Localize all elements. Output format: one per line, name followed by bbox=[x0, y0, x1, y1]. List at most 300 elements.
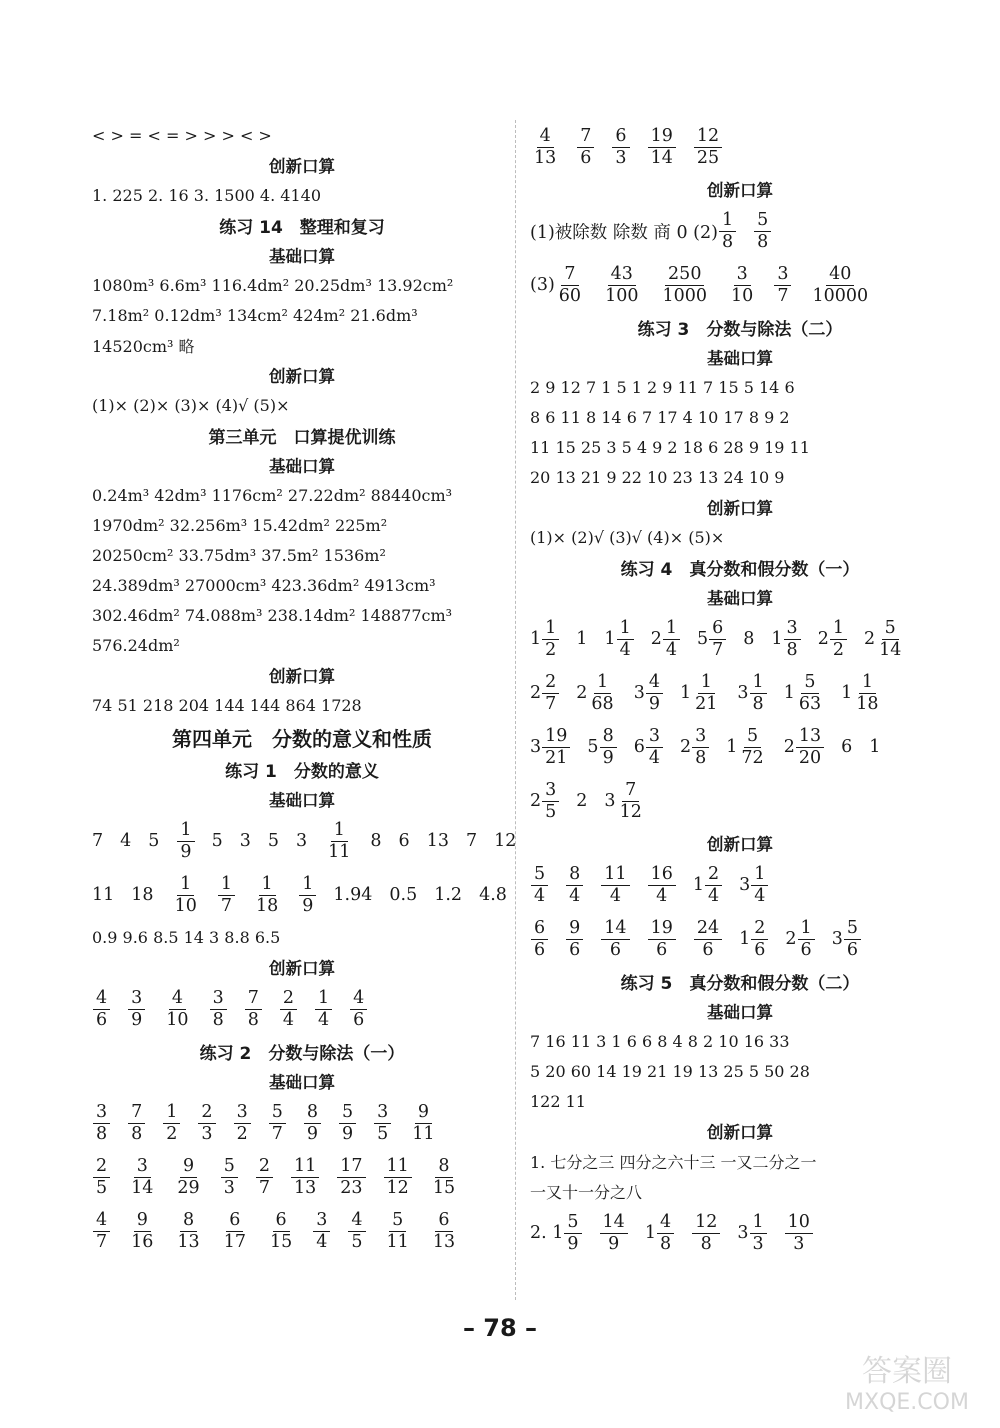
fraction bbox=[210, 989, 227, 1030]
denominator: 11 bbox=[328, 841, 351, 862]
numerator: 24 bbox=[694, 919, 722, 940]
fraction-answer bbox=[576, 673, 616, 714]
whole-part: 11 bbox=[92, 885, 115, 905]
whole-part: (1)被除数 除数 商 0 (2) bbox=[530, 222, 718, 243]
fraction bbox=[601, 865, 629, 906]
answer-row bbox=[92, 868, 512, 922]
denominator: 14 bbox=[650, 147, 673, 168]
fraction-answer bbox=[737, 673, 766, 714]
numerator: 1 bbox=[617, 619, 634, 640]
numerator: 6 bbox=[435, 1211, 452, 1232]
numerator: 8 bbox=[304, 1103, 321, 1124]
fraction-answer bbox=[773, 265, 791, 306]
whole-part: 8 bbox=[370, 831, 382, 851]
whole-part: 18 bbox=[131, 885, 154, 905]
fraction bbox=[128, 1103, 145, 1144]
answer-row bbox=[92, 1204, 512, 1258]
fraction bbox=[728, 265, 756, 306]
numerator: 4 bbox=[646, 673, 663, 694]
fraction bbox=[774, 265, 791, 306]
fraction-answer bbox=[244, 989, 262, 1030]
fraction bbox=[692, 727, 709, 768]
whole-part: 1 bbox=[576, 629, 588, 649]
fraction bbox=[93, 1157, 110, 1198]
section-heading: 第三单元 口算提优训练 bbox=[208, 427, 396, 448]
number-answer bbox=[576, 791, 587, 811]
fraction bbox=[600, 727, 617, 768]
denominator: 9 bbox=[302, 895, 314, 916]
whole-part: 2 bbox=[650, 629, 662, 649]
denominator: 8 bbox=[212, 1009, 224, 1030]
number-answer bbox=[120, 831, 131, 851]
denominator: 8 bbox=[786, 639, 798, 660]
numerator: 9 bbox=[415, 1103, 432, 1124]
denominator: 6 bbox=[656, 939, 668, 960]
subsection-heading: 基础口算 bbox=[269, 791, 335, 810]
denominator: 8 bbox=[721, 231, 734, 252]
numerator: 1 bbox=[663, 619, 680, 640]
numerator: 6 bbox=[226, 1211, 243, 1232]
numerator: 1 bbox=[830, 619, 847, 640]
numerator: 19 bbox=[648, 919, 676, 940]
answer-line: 74 51 218 204 144 144 864 1728 bbox=[92, 695, 362, 715]
right-column bbox=[530, 120, 950, 1260]
answer-line: 7.18m² 0.12dm³ 134cm² 424m² 21.6dm³ bbox=[92, 305, 418, 325]
fraction-answer bbox=[197, 1103, 215, 1144]
fraction bbox=[177, 821, 194, 862]
denominator: 8 bbox=[96, 1123, 108, 1144]
fraction-answer bbox=[565, 919, 583, 960]
numerator: 1 bbox=[299, 875, 316, 896]
fraction-answer bbox=[634, 727, 663, 768]
fraction bbox=[750, 673, 767, 714]
fraction-answer bbox=[600, 865, 629, 906]
fraction-answer bbox=[347, 1211, 365, 1252]
answer-row bbox=[92, 814, 517, 868]
answer-line: 7 16 11 3 1 6 6 8 4 8 2 10 16 33 bbox=[530, 1031, 790, 1051]
number-answer bbox=[869, 737, 880, 757]
fraction bbox=[602, 265, 641, 306]
denominator: 2 bbox=[545, 639, 557, 660]
numerator: 5 bbox=[269, 1103, 286, 1124]
numerator: 2 bbox=[256, 1157, 273, 1178]
denominator: 3 bbox=[752, 1233, 764, 1254]
denominator: 6 bbox=[580, 147, 592, 168]
numerator: 7 bbox=[622, 781, 639, 802]
fraction bbox=[876, 619, 904, 660]
denominator: 9 bbox=[341, 1123, 354, 1144]
number-answer bbox=[841, 737, 852, 757]
numerator: 40 bbox=[826, 265, 854, 286]
denominator: 6 bbox=[534, 939, 546, 960]
fraction bbox=[128, 989, 145, 1030]
answer-line: 0.9 9.6 8.5 14 3 8.8 6.5 bbox=[92, 927, 281, 947]
fraction-answer bbox=[739, 919, 768, 960]
answer-row bbox=[530, 912, 950, 966]
denominator: 7 bbox=[777, 285, 789, 306]
answer-line: (1)× (2)√ (3)√ (4)× (5)× bbox=[530, 527, 725, 547]
numerator: 2 bbox=[93, 1157, 110, 1178]
whole-part: 1.94 bbox=[333, 885, 373, 905]
fraction-answer bbox=[864, 619, 904, 660]
fraction-answer bbox=[784, 1213, 813, 1254]
number-answer bbox=[427, 831, 449, 851]
denominator: 29 bbox=[177, 1177, 200, 1198]
left-column bbox=[92, 120, 517, 1258]
numerator: 9 bbox=[134, 1211, 151, 1232]
denominator: 10 bbox=[731, 285, 754, 306]
number-answer bbox=[389, 885, 417, 905]
fraction-answer bbox=[576, 127, 594, 168]
fraction bbox=[253, 875, 281, 916]
whole-part: 3 bbox=[831, 929, 843, 949]
whole-part: 7 bbox=[465, 831, 478, 851]
section-heading: 练习 14 整理和复习 bbox=[219, 217, 385, 238]
fraction bbox=[384, 1211, 412, 1252]
number-answer bbox=[240, 831, 251, 851]
fraction-answer bbox=[383, 1157, 412, 1198]
fraction-answer bbox=[647, 865, 676, 906]
fraction bbox=[798, 919, 815, 960]
fraction-answer bbox=[298, 875, 316, 916]
numerator: 3 bbox=[128, 989, 145, 1010]
fraction-answer bbox=[726, 727, 766, 768]
numerator: 3 bbox=[234, 1103, 251, 1124]
fraction-answer bbox=[312, 1211, 330, 1252]
numerator: 8 bbox=[435, 1157, 452, 1178]
fraction bbox=[93, 1103, 110, 1144]
numerator: 11 bbox=[601, 865, 629, 886]
fraction-answer bbox=[599, 1213, 628, 1254]
numerator: 1 bbox=[177, 821, 194, 842]
numerator: 11 bbox=[384, 1157, 412, 1178]
subsection-heading: 基础口算 bbox=[707, 349, 773, 368]
fraction bbox=[617, 619, 634, 660]
answer-row bbox=[92, 982, 512, 1036]
fraction bbox=[566, 865, 583, 906]
fraction bbox=[796, 727, 824, 768]
fraction bbox=[313, 1211, 330, 1252]
numerator: 1 bbox=[331, 821, 348, 842]
answer-row bbox=[530, 858, 950, 912]
numerator: 3 bbox=[210, 989, 227, 1010]
denominator: 68 bbox=[591, 693, 614, 714]
fraction bbox=[646, 673, 663, 714]
denominator: 18 bbox=[255, 895, 279, 916]
fraction-answer bbox=[645, 1213, 674, 1254]
page-number: – 78 – bbox=[462, 1314, 538, 1342]
fraction-answer bbox=[220, 1211, 249, 1252]
denominator: 4 bbox=[707, 885, 720, 906]
fraction-answer bbox=[739, 865, 768, 906]
fraction-answer bbox=[634, 673, 663, 714]
numerator: 19 bbox=[542, 727, 570, 748]
fraction bbox=[719, 211, 736, 252]
denominator: 4 bbox=[619, 639, 631, 660]
numerator: 5 bbox=[754, 211, 771, 232]
number-answer bbox=[576, 629, 587, 649]
numerator: 8 bbox=[180, 1211, 197, 1232]
numerator: 9 bbox=[566, 919, 583, 940]
answer-row bbox=[530, 720, 950, 774]
fraction bbox=[128, 1157, 156, 1198]
fraction-answer bbox=[587, 727, 616, 768]
fraction bbox=[648, 919, 676, 960]
whole-part: 1 bbox=[841, 683, 853, 703]
fraction bbox=[245, 989, 262, 1030]
denominator: 17 bbox=[223, 1231, 246, 1252]
denominator: 9 bbox=[567, 1233, 579, 1254]
numerator: 11 bbox=[291, 1157, 319, 1178]
denominator: 15 bbox=[269, 1231, 293, 1252]
answer-row bbox=[530, 258, 950, 312]
answer-line: 24.389dm³ 27000cm³ 423.36dm² 4913cm³ bbox=[92, 575, 436, 595]
numerator: 7 bbox=[561, 265, 578, 286]
fraction bbox=[374, 1103, 391, 1144]
fraction-answer bbox=[784, 727, 824, 768]
numerator: 8 bbox=[566, 865, 583, 886]
denominator: 21 bbox=[695, 693, 718, 714]
fraction bbox=[163, 1103, 180, 1144]
numerator: 1 bbox=[218, 875, 235, 896]
fraction bbox=[531, 865, 548, 906]
fraction bbox=[234, 1103, 251, 1144]
section-heading: 练习 1 分数的意义 bbox=[225, 761, 379, 782]
fraction-answer bbox=[530, 727, 570, 768]
numerator: 5 bbox=[844, 919, 861, 940]
fraction bbox=[542, 619, 559, 660]
denominator: 5 bbox=[351, 1231, 363, 1252]
fraction-answer bbox=[266, 1211, 295, 1252]
fraction bbox=[577, 127, 594, 168]
subsection-heading: 基础口算 bbox=[269, 247, 335, 266]
number-answer bbox=[466, 831, 477, 851]
numerator: 1 bbox=[798, 919, 815, 940]
numerator: 1 bbox=[751, 865, 768, 886]
fraction bbox=[221, 1157, 238, 1198]
fraction bbox=[267, 1211, 295, 1252]
denominator: 8 bbox=[659, 1233, 672, 1254]
whole-part: 6 bbox=[633, 737, 645, 757]
numerator: 9 bbox=[180, 1157, 197, 1178]
denominator: 4 bbox=[317, 1009, 330, 1030]
whole-part: 8 bbox=[743, 629, 755, 649]
fraction bbox=[751, 919, 768, 960]
denominator: 8 bbox=[131, 1123, 143, 1144]
denominator: 4 bbox=[316, 1231, 328, 1252]
numerator: 5 bbox=[564, 1213, 581, 1234]
denominator: 8 bbox=[695, 747, 707, 768]
fraction bbox=[198, 1103, 215, 1144]
fraction bbox=[350, 989, 367, 1030]
denominator: 13 bbox=[177, 1231, 200, 1252]
fraction bbox=[612, 127, 629, 168]
denominator: 5 bbox=[377, 1123, 389, 1144]
fraction bbox=[601, 919, 629, 960]
numerator: 1 bbox=[163, 1103, 180, 1124]
fraction-answer bbox=[173, 1157, 202, 1198]
fraction-answer bbox=[693, 865, 722, 906]
denominator: 9 bbox=[648, 693, 660, 714]
denominator: 10000 bbox=[812, 285, 869, 306]
fraction-answer bbox=[693, 919, 722, 960]
fraction bbox=[566, 919, 583, 960]
fraction-answer bbox=[162, 1103, 180, 1144]
fraction-answer bbox=[171, 875, 200, 916]
fraction-answer bbox=[771, 619, 800, 660]
answer-line: 20250cm² 33.75dm³ 37.5m² 1536m² bbox=[92, 545, 386, 565]
whole-part: 2 bbox=[530, 683, 542, 703]
fraction-answer bbox=[611, 127, 629, 168]
fraction-answer bbox=[429, 1211, 458, 1252]
whole-part: 4.8 bbox=[479, 885, 507, 905]
numerator: 4 bbox=[657, 1213, 674, 1234]
whole-part: 2 bbox=[679, 737, 692, 757]
numerator: 1 bbox=[750, 673, 767, 694]
answer-line: 20 13 21 9 22 10 23 13 24 10 9 bbox=[530, 467, 785, 487]
watermark-url: MXQE.COM bbox=[845, 1390, 969, 1415]
answer-line: 122 11 bbox=[530, 1091, 586, 1111]
whole-part: 1 bbox=[692, 875, 704, 895]
denominator: 7 bbox=[96, 1231, 108, 1252]
numerator: 8 bbox=[600, 727, 617, 748]
fraction bbox=[709, 619, 726, 660]
answer-line: 5 20 60 14 19 21 19 13 25 5 50 28 bbox=[530, 1061, 810, 1081]
fraction bbox=[751, 865, 768, 906]
denominator: 6 bbox=[800, 939, 812, 960]
fraction-answer bbox=[127, 989, 145, 1030]
fraction-answer bbox=[530, 865, 548, 906]
numerator: 6 bbox=[273, 1211, 290, 1232]
denominator: 1000 bbox=[662, 285, 708, 306]
whole-part: 3 bbox=[737, 1223, 749, 1243]
fraction bbox=[750, 1213, 767, 1254]
fraction bbox=[291, 1157, 319, 1198]
fraction-answer bbox=[530, 127, 559, 168]
fraction bbox=[796, 673, 824, 714]
whole-part: 3 bbox=[530, 737, 542, 757]
numerator: 17 bbox=[337, 1157, 365, 1178]
whole-part: 2 bbox=[863, 629, 876, 649]
answer-row bbox=[92, 1150, 512, 1204]
fraction bbox=[705, 865, 722, 906]
fraction-answer bbox=[697, 619, 726, 660]
fraction-answer bbox=[530, 919, 548, 960]
numerator: 1 bbox=[259, 875, 276, 896]
number-answer bbox=[268, 831, 279, 851]
numerator: 3 bbox=[134, 1157, 151, 1178]
denominator: 4 bbox=[665, 639, 677, 660]
denominator: 2 bbox=[832, 639, 844, 660]
fraction-answer bbox=[92, 1103, 110, 1144]
answer-line: 0.24m³ 42dm³ 1176cm² 27.22dm² 88440cm³ bbox=[92, 485, 453, 505]
answer-row bbox=[530, 612, 950, 666]
answer-line: 14520cm³ 略 bbox=[92, 336, 195, 356]
fraction bbox=[430, 1211, 458, 1252]
subsection-heading: 创新口算 bbox=[707, 835, 773, 854]
fraction bbox=[339, 1103, 356, 1144]
fraction-answer bbox=[303, 1103, 321, 1144]
fraction bbox=[531, 919, 548, 960]
whole-part: 1.2 bbox=[434, 885, 463, 905]
fraction-answer bbox=[600, 919, 629, 960]
fraction-answer bbox=[818, 619, 847, 660]
fraction-answer bbox=[680, 727, 709, 768]
fraction bbox=[542, 727, 570, 768]
answer-line: 2 9 12 7 1 5 1 2 9 11 7 15 5 14 6 bbox=[530, 377, 795, 397]
fraction-answer bbox=[651, 619, 680, 660]
subsection-heading: 创新口算 bbox=[269, 667, 335, 686]
fraction bbox=[128, 1211, 156, 1252]
subsection-heading: 基础口算 bbox=[707, 589, 773, 608]
fraction-answer bbox=[255, 1157, 273, 1198]
denominator: 9 bbox=[180, 841, 192, 862]
numerator: 6 bbox=[709, 619, 726, 640]
denominator: 6 bbox=[702, 939, 714, 960]
fraction bbox=[694, 127, 722, 168]
denominator: 12 bbox=[619, 801, 642, 822]
numerator: 1 bbox=[698, 673, 715, 694]
fraction-answer bbox=[268, 1103, 286, 1144]
denominator: 4 bbox=[648, 747, 660, 768]
number-answer bbox=[370, 831, 381, 851]
number-answer bbox=[212, 831, 223, 851]
fraction-answer bbox=[314, 989, 332, 1030]
fraction-answer bbox=[349, 989, 367, 1030]
fraction bbox=[325, 821, 353, 862]
whole-part: 3 bbox=[295, 831, 308, 851]
denominator: 4 bbox=[534, 885, 546, 906]
fraction-answer bbox=[530, 211, 736, 252]
fraction bbox=[784, 619, 801, 660]
denominator: 7 bbox=[271, 1123, 283, 1144]
subsection-heading: 基础口算 bbox=[269, 457, 335, 476]
whole-part: 5 bbox=[148, 831, 160, 851]
fraction-answer bbox=[737, 1213, 766, 1254]
fraction bbox=[663, 619, 680, 660]
denominator: 6 bbox=[353, 1009, 365, 1030]
denominator: 4 bbox=[609, 885, 621, 906]
whole-part: 1 bbox=[679, 683, 692, 703]
fraction bbox=[337, 1157, 365, 1198]
numerator: 3 bbox=[784, 619, 801, 640]
numerator: 5 bbox=[221, 1157, 238, 1178]
denominator: 2 bbox=[166, 1123, 178, 1144]
answer-line: 576.24dm² bbox=[92, 635, 180, 655]
numerator: 3 bbox=[93, 1103, 110, 1124]
whole-part: 2 bbox=[576, 791, 588, 811]
fraction-answer bbox=[217, 875, 235, 916]
denominator: 13 bbox=[432, 1231, 456, 1252]
fraction-answer bbox=[647, 919, 676, 960]
fraction bbox=[269, 1103, 286, 1144]
denominator: 4 bbox=[569, 885, 581, 906]
whole-part: 3 bbox=[739, 875, 751, 895]
number-answer bbox=[92, 885, 114, 905]
number-answer bbox=[131, 885, 153, 905]
numerator: 1 bbox=[315, 989, 332, 1010]
numerator: 12 bbox=[692, 1213, 720, 1234]
numerator: 3 bbox=[692, 727, 709, 748]
fraction-answer bbox=[784, 673, 824, 714]
fraction-answer bbox=[604, 619, 633, 660]
fraction-answer bbox=[727, 265, 756, 306]
numerator: 16 bbox=[648, 865, 676, 886]
fraction bbox=[409, 1103, 437, 1144]
whole-part: 5 bbox=[267, 831, 279, 851]
fraction-answer bbox=[92, 1211, 110, 1252]
answer-row bbox=[530, 120, 950, 174]
